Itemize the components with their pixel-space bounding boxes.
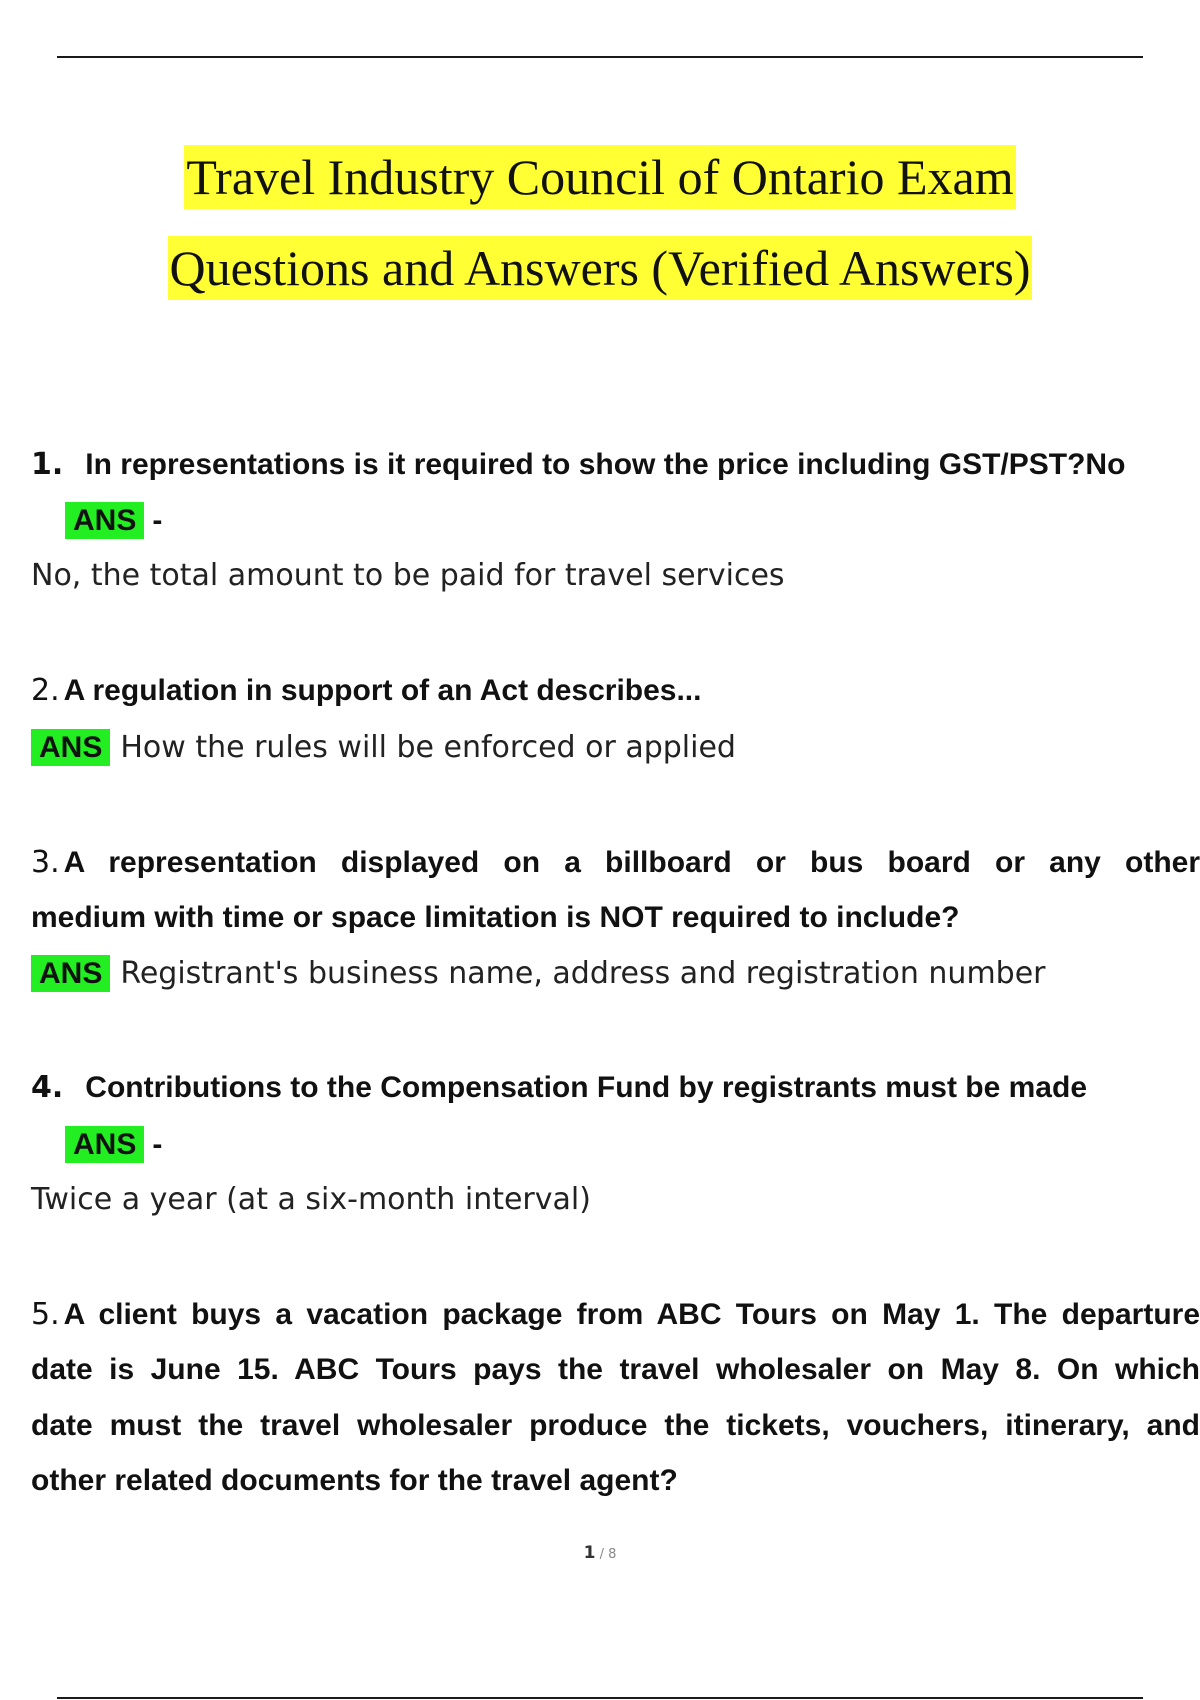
question-3-line-2: medium with time or space limitation is NOT required to include?: [31, 901, 960, 934]
top-rule: [57, 56, 1143, 58]
answer-4: Twice a year (at a six-month interval): [31, 1182, 591, 1217]
document-title-line-2: Questions and Answers (Verified Answers): [0, 243, 1200, 293]
answer-1: No, the total amount to be paid for travel services: [31, 558, 785, 593]
answer-label-row: [65, 503, 162, 538]
bottom-rule: [57, 1697, 1143, 1699]
question-5-line-2: date is June 15. ABC Tours pays the travel wholesaler on May 8. On which: [31, 1353, 1200, 1386]
question-text: Contributions to the Compensation Fund by registrants must be made: [85, 1071, 1087, 1104]
answer-3: Registrant's business name, address and registration number: [120, 956, 1046, 991]
question-number: 1.: [31, 447, 64, 482]
answer-2: How the rules will be enforced or applied: [120, 730, 736, 765]
page-indicator: [0, 1543, 1200, 1563]
question-text: A client buys a vacation package from ABC Tours on May 1. The departure: [63, 1298, 1200, 1331]
question-3-line-1: [31, 845, 1200, 880]
question-4: [31, 1070, 1087, 1105]
question-text: In representations is it required to show the price including GST/PST?No: [85, 448, 1126, 481]
answer-row-2: [31, 730, 736, 765]
ans-badge: ANS: [65, 502, 144, 539]
answer-label-row: [65, 1127, 162, 1162]
total-pages: 8: [608, 1547, 617, 1562]
question-1: [31, 447, 1125, 482]
question-5-line-1: [31, 1297, 1200, 1332]
ans-dash: -: [152, 1128, 163, 1161]
document-title-line-1: Travel Industry Council of Ontario Exam: [0, 152, 1200, 202]
question-5-line-4: other related documents for the travel agent?: [31, 1464, 678, 1497]
question-2: [31, 673, 701, 708]
question-number: 2.: [31, 673, 60, 708]
question-text: A regulation in support of an Act describes...: [63, 674, 702, 707]
question-text: A representation displayed on a billboard or bus board or any other: [63, 846, 1200, 879]
ans-dash: -: [152, 504, 163, 537]
question-number: 4.: [31, 1070, 64, 1105]
answer-row-3: [31, 956, 1046, 991]
page-separator: /: [595, 1547, 609, 1562]
ans-badge: ANS: [65, 1126, 144, 1163]
current-page: 1: [583, 1543, 596, 1563]
question-number: 3.: [31, 845, 60, 880]
question-5-line-3: date must the travel wholesaler produce the tickets, vouchers, itinerary, and: [31, 1409, 1200, 1442]
ans-badge: ANS: [31, 955, 110, 992]
ans-badge: ANS: [31, 729, 110, 766]
question-number: 5.: [31, 1297, 60, 1332]
